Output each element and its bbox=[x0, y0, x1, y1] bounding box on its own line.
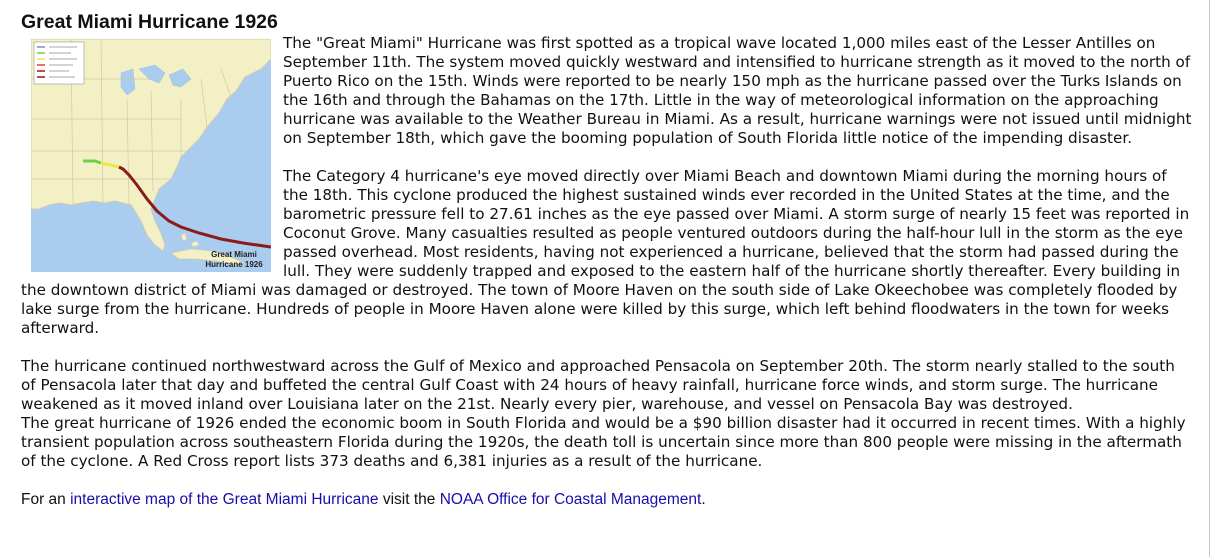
map-caption bbox=[199, 250, 269, 270]
hurricane-track-map bbox=[31, 39, 271, 272]
footer-line bbox=[21, 490, 1193, 509]
footer-middle: visit the bbox=[378, 491, 440, 508]
page-edge-rule bbox=[1209, 0, 1210, 557]
map-caption-line-2: Hurricane 1926 bbox=[205, 260, 263, 269]
footer-suffix: . bbox=[701, 491, 706, 508]
page-title: Great Miami Hurricane 1926 bbox=[21, 11, 278, 33]
noaa-coastal-management-link[interactable]: NOAA Office for Coastal Management bbox=[439, 491, 702, 508]
footer-prefix: For an bbox=[21, 491, 71, 508]
map-legend bbox=[34, 42, 84, 84]
map-graphic bbox=[31, 39, 271, 272]
paragraph-4: The great hurricane of 1926 ended the economic boom in South Florida and would be a $90 billion disaster had it occurred in recent times. With a highly transient population across southeastern Florida during the 1920s, the death toll is uncertain since more than 800 people were missing in the aftermath of the cyclone. A Red Cross report lists 373 deaths and 6,381 injuries as a result of the hurricane. bbox=[21, 414, 1186, 470]
paragraph-3: The hurricane continued northwestward across the Gulf of Mexico and approached Pensacola on September 20th. The storm nearly stalled to the south of Pensacola later that day and buffeted the central Gulf Coast with 24 hours of heavy rainfall, hurricane force winds, and storm surge. The hurricane weakened as it moved inland over Louisiana later on the 21st. Nearly every pier, warehouse, and vessel on Pensacola Bay was destroyed. bbox=[21, 357, 1175, 413]
map-caption-line-1: Great Miami bbox=[211, 250, 257, 259]
article bbox=[21, 10, 1193, 509]
paragraph-2: The Category 4 hurricane's eye moved directly over Miami Beach and downtown Miami during the morning hours of the 18th. This cyclone produced the highest sustained winds ever recorded in the United States at the time, and the barometric pressure fell to 27.61 inches as the eye passed over Miami. A storm surge of nearly 15 feet was reported in Coconut Grove. Many casualties resulted as people ventured outdoors during the half-hour lull in the storm as the eye passed overhead. Most residents, having not experienced a hurricane, believed that the storm had passed during the lull. They were suddenly trapped and exposed to the eastern half of the hurricane shortly thereafter. Every building in the downtown district of Miami was damaged or destroyed. The town of Moore Haven on the south side of Lake Okeechobee was completely flooded by lake surge from the hurricane. Hundreds of people in Moore Haven alone were killed by this surge, which left behind floodwaters in the town for weeks afterward. bbox=[21, 167, 1190, 337]
paragraph-1: The "Great Miami" Hurricane was first spotted as a tropical wave located 1,000 miles east of the Lesser Antilles on September 11th. The system moved quickly westward and intensified to hurricane strength as it moved to the north of Puerto Rico on the 15th. Winds were reported to be nearly 150 mph as the hurricane passed over the Turks Islands on the 16th and through the Bahamas on the 17th. Little in the way of meteorological information on the approaching hurricane was available to the Weather Bureau in Miami. As a result, hurricane warnings were not issued until midnight on September 18th, which gave the booming population of South Florida little notice of the impending disaster. bbox=[283, 34, 1192, 147]
interactive-map-link[interactable]: interactive map of the Great Miami Hurricane bbox=[70, 491, 379, 508]
